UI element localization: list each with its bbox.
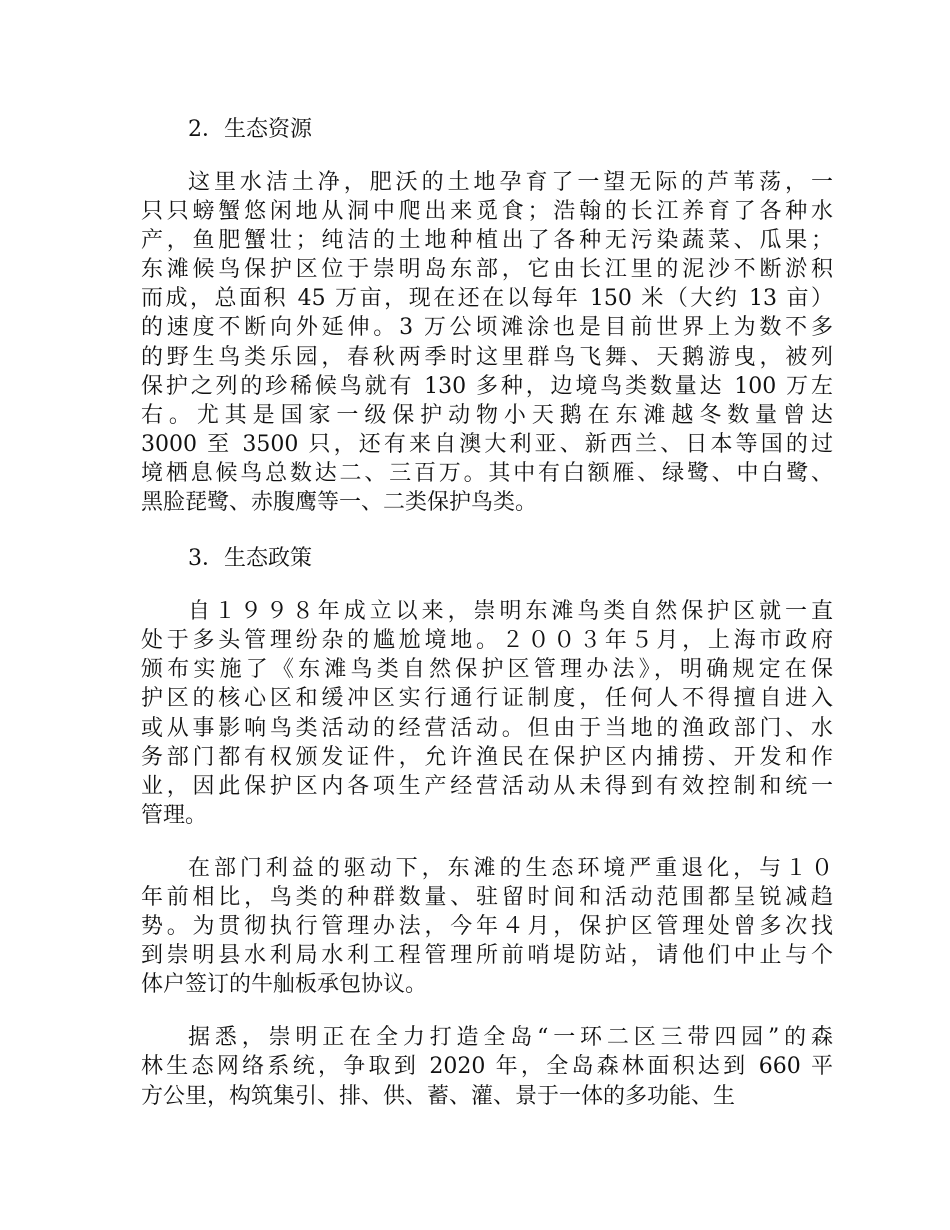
- text-line: 方公里，构筑集引、排、供、蓄、灌、景于一体的多功能、生: [141, 1083, 736, 1109]
- text-line: 处于多头管理纷杂的尴尬境地。２００３年５月，上海市政府: [141, 628, 833, 654]
- text-line: 这里水洁土净，肥沃的土地孕育了一望无际的芦苇荡，一: [188, 170, 833, 195]
- text-line: 的速度不断向外延伸。3 万公顷滩涂也是目前世界上为数不多: [141, 315, 833, 341]
- paragraph: [141, 597, 833, 830]
- text-line: 务部门都有权颁发证件，允许渔民在保护区内捕捞、开发和作: [141, 744, 833, 770]
- text-line: 只只螃蟹悠闲地从洞中爬出来觅食；浩翰的长江养育了各种水: [141, 199, 833, 225]
- text-line: 颁布实施了《东滩鸟类自然保护区管理办法》，明确规定在保: [141, 657, 833, 683]
- text-line: 保护之列的珍稀候鸟就有 130 多种，边境鸟类数量达 100 万左: [141, 373, 833, 399]
- text-line: 据悉，崇明正在全力打造全岛“一环二区三带四园”的森: [188, 1025, 833, 1051]
- text-line: 势。为贯彻执行管理办法，今年４月，保护区管理处曾多次找: [141, 914, 833, 940]
- paragraph: [141, 168, 833, 517]
- paragraph: [141, 854, 833, 999]
- text-line: 体户签订的牛舢板承包协议。: [141, 972, 428, 998]
- text-line: 业，因此保护区内各项生产经营活动从未得到有效控制和统一: [141, 773, 833, 799]
- text-line: 林生态网络系统，争取到 2020 年，全岛森林面积达到 660 平: [141, 1054, 833, 1080]
- text-line: 3000 至 3500 只，还有来自澳大利亚、新西兰、日本等国的过: [141, 431, 833, 457]
- text-line: 年前相比，鸟类的种群数量、驻留时间和活动范围都呈锐减趋: [141, 884, 833, 910]
- text-line: 护区的核心区和缓冲区实行通行证制度，任何人不得擅自进入: [141, 686, 833, 712]
- text-line: 自１９９８年成立以来，崇明东滩鸟类自然保护区就一直: [188, 599, 833, 625]
- text-line: 右。尤其是国家一级保护动物小天鹅在东滩越冬数量曾达: [141, 402, 833, 428]
- text-line: 产，鱼肥蟹壮；纯洁的土地种植出了各种无污染蔬菜、瓜果；: [141, 228, 833, 254]
- section-heading: 3．生态政策: [188, 546, 312, 572]
- text-line: 管理。: [141, 802, 208, 828]
- text-line: 到崇明县水利局水利工程管理所前哨堤防站，请他们中止与个: [141, 943, 833, 969]
- text-line: 黑脸琵鹭、赤腹鹰等一、二类保护鸟类。: [141, 490, 538, 516]
- text-line: 在部门利益的驱动下，东滩的生态环境严重退化，与１０: [188, 855, 833, 881]
- text-line: 的野生鸟类乐园，春秋两季时这里群鸟飞舞、天鹅游曳，被列: [141, 344, 833, 370]
- text-line: 东滩候鸟保护区位于崇明岛东部，它由长江里的泥沙不断淤积: [141, 257, 833, 283]
- text-line: 境栖息候鸟总数达二、三百万。其中有白额雁、绿鹭、中白鹭、: [141, 460, 833, 486]
- paragraph: [141, 1023, 833, 1110]
- section-heading: 2．生态资源: [188, 117, 312, 142]
- document-body: [141, 112, 833, 1135]
- text-line: 或从事影响鸟类活动的经营活动。但由于当地的渔政部门、水: [141, 715, 833, 741]
- text-line: 而成，总面积 45 万亩，现在还在以每年 150 米（大约 13 亩）: [141, 286, 833, 312]
